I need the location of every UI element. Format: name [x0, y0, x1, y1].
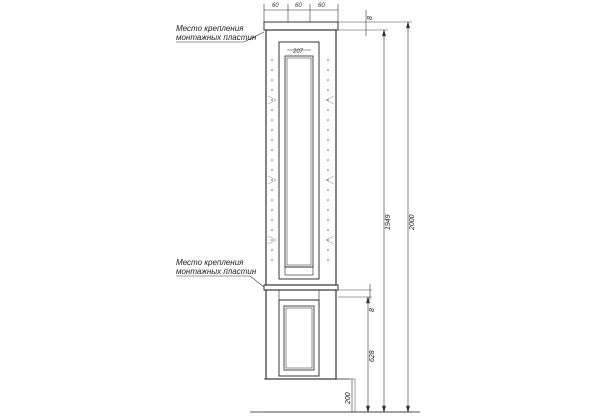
callout-leaders — [176, 32, 264, 287]
dim-small-mid: 8 — [369, 308, 376, 312]
dim-lower-height: 628 — [369, 350, 376, 362]
dim-base-height: 200 — [345, 392, 352, 404]
callout-mid-line2: монтажных пластин — [176, 267, 257, 276]
hinge-marks — [268, 96, 334, 244]
top-dim-1: 60 — [272, 3, 279, 9]
dim-overall-height: 2000 — [409, 214, 416, 230]
shelf-holes-right — [327, 59, 329, 261]
callout-mid-line1: Место крепления — [176, 258, 244, 267]
cabinet-body — [264, 22, 350, 379]
top-dim-3: 60 — [318, 3, 325, 9]
top-dim-2: 60 — [295, 3, 302, 9]
shelf-holes-left — [271, 59, 273, 261]
dim-small-top: 8 — [367, 16, 374, 20]
vertical-dimensions — [352, 10, 410, 412]
inner-width-label: 207 — [293, 49, 304, 55]
dim-upper-height: 1949 — [385, 214, 392, 230]
callout-top-line1: Место крепления — [176, 24, 244, 33]
callout-top-line2: монтажных пластин — [176, 33, 257, 42]
